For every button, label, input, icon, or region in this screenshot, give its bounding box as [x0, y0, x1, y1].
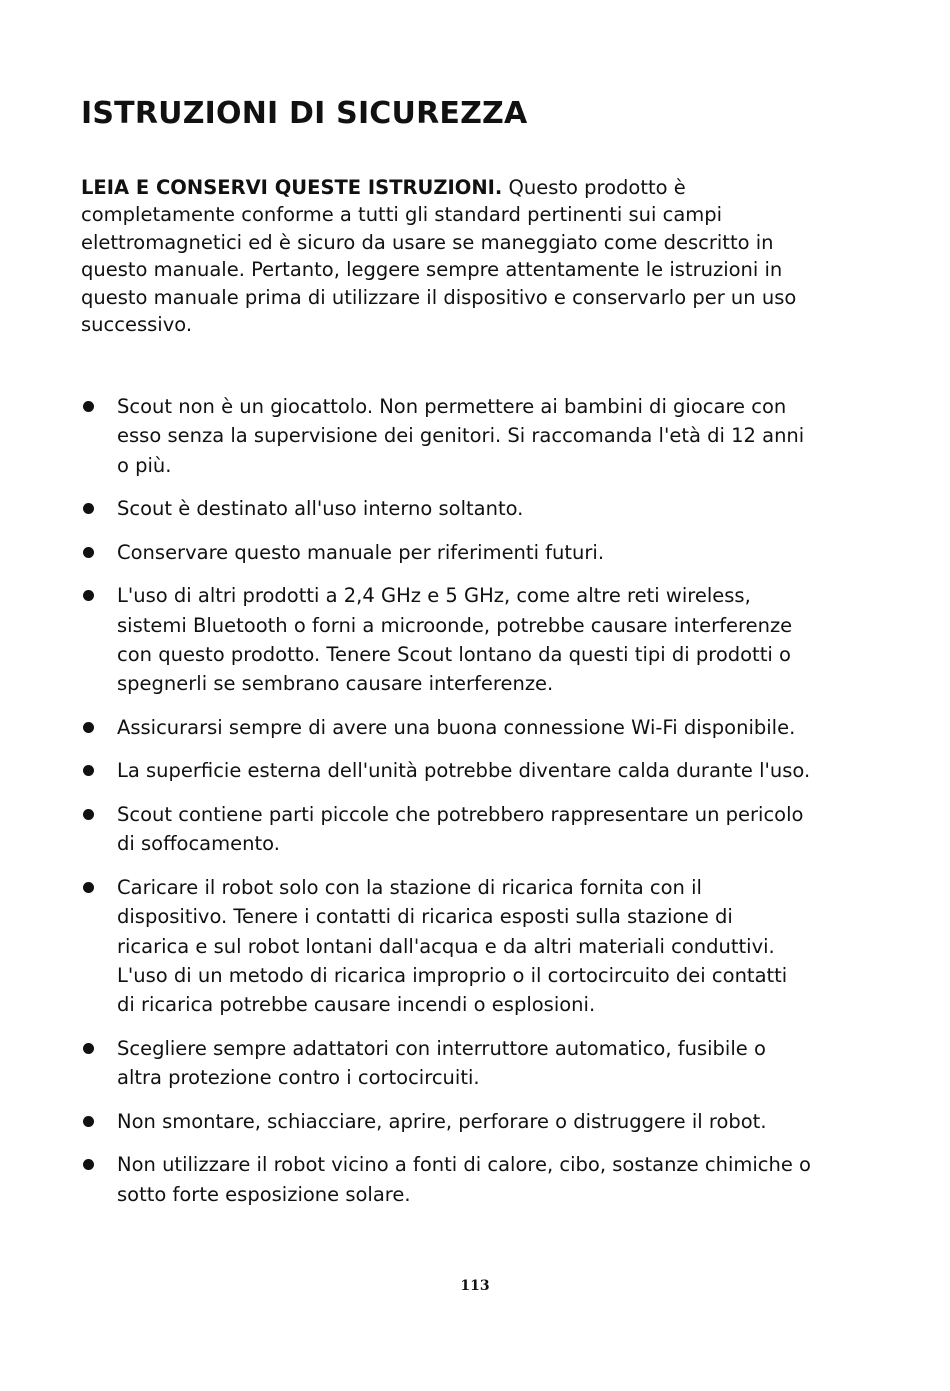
list-item — [81, 1150, 811, 1209]
list-item — [81, 1107, 811, 1136]
bullet-icon — [83, 1116, 94, 1127]
bullet-icon — [83, 1043, 94, 1054]
bullet-icon — [83, 590, 94, 601]
list-item — [81, 494, 811, 523]
intro-paragraph — [81, 174, 811, 338]
bullet-icon — [83, 722, 94, 733]
intro-lead: LEIA E CONSERVI QUESTE ISTRUZIONI. — [81, 176, 503, 199]
list-item — [81, 756, 811, 785]
intro-body: Questo prodotto è completamente conforme a tutti gli standard pertinenti sui campi elettromagnetici ed è sicuro da usare se maneggiato come descritto in questo manuale. Pertanto, leggere sempre attentamente le istruzioni in questo manuale prima di utilizzare il dispositivo e conservarlo per un uso successivo. — [81, 176, 797, 337]
safety-instructions-list — [81, 392, 811, 1223]
bullet-icon — [83, 809, 94, 820]
bullet-icon — [83, 503, 94, 514]
list-item — [81, 713, 811, 742]
bullet-icon — [83, 401, 94, 412]
list-item-text: Assicurarsi sempre di avere una buona connessione Wi-Fi disponibile. — [117, 715, 796, 739]
list-item-text: Scout è destinato all'uso interno soltanto. — [117, 497, 524, 521]
list-item-text: La superficie esterna dell'unità potrebbe diventare calda durante l'uso. — [117, 759, 811, 783]
list-item-text: Conservare questo manuale per riferimenti futuri. — [117, 540, 605, 564]
list-item — [81, 581, 811, 698]
list-item — [81, 800, 811, 859]
list-item — [81, 1034, 811, 1093]
list-item-text: Scegliere sempre adattatori con interruttore automatico, fusibile o altra protezione contro i cortocircuiti. — [117, 1036, 766, 1090]
list-item-text: Caricare il robot solo con la stazione di ricarica fornita con il dispositivo. Tenere i contatti di ricarica esposti sulla stazione di ricarica e sul robot lontani dall'acqua e da altri materiali conduttivi. L'uso di un metodo di ricarica improprio o il cortocircuito dei contatti di ricarica potrebbe causare incendi o esplosioni. — [117, 875, 788, 1017]
list-item-text: Non utilizzare il robot vicino a fonti di calore, cibo, sostanze chimiche o sotto forte esposizione solare. — [117, 1153, 811, 1206]
bullet-icon — [83, 882, 94, 893]
bullet-icon — [83, 547, 94, 558]
page-title: ISTRUZIONI DI SICUREZZA — [81, 96, 528, 131]
list-item — [81, 538, 811, 567]
list-item — [81, 873, 811, 1019]
list-item-text: Scout contiene parti piccole che potrebbero rappresentare un pericolo di soffocamento. — [117, 803, 804, 856]
list-item — [81, 392, 811, 480]
bullet-icon — [83, 1159, 94, 1170]
list-item-text: Non smontare, schiacciare, aprire, perforare o distruggere il robot. — [117, 1109, 767, 1133]
list-item-text: L'uso di altri prodotti a 2,4 GHz e 5 GHz, come altre reti wireless, sistemi Bluetooth o forni a microonde, potrebbe causare interferenze con questo prodotto. Tenere Scout lontano da questi tipi di prodotti o spegnerli se sembrano causare interferenze. — [117, 584, 793, 696]
list-item-text: Scout non è un giocattolo. Non permettere ai bambini di giocare con esso senza la supervisione dei genitori. Si raccomanda l'età di 12 anni o più. — [117, 395, 805, 477]
page-number: 113 — [460, 1278, 490, 1294]
bullet-icon — [83, 765, 94, 776]
